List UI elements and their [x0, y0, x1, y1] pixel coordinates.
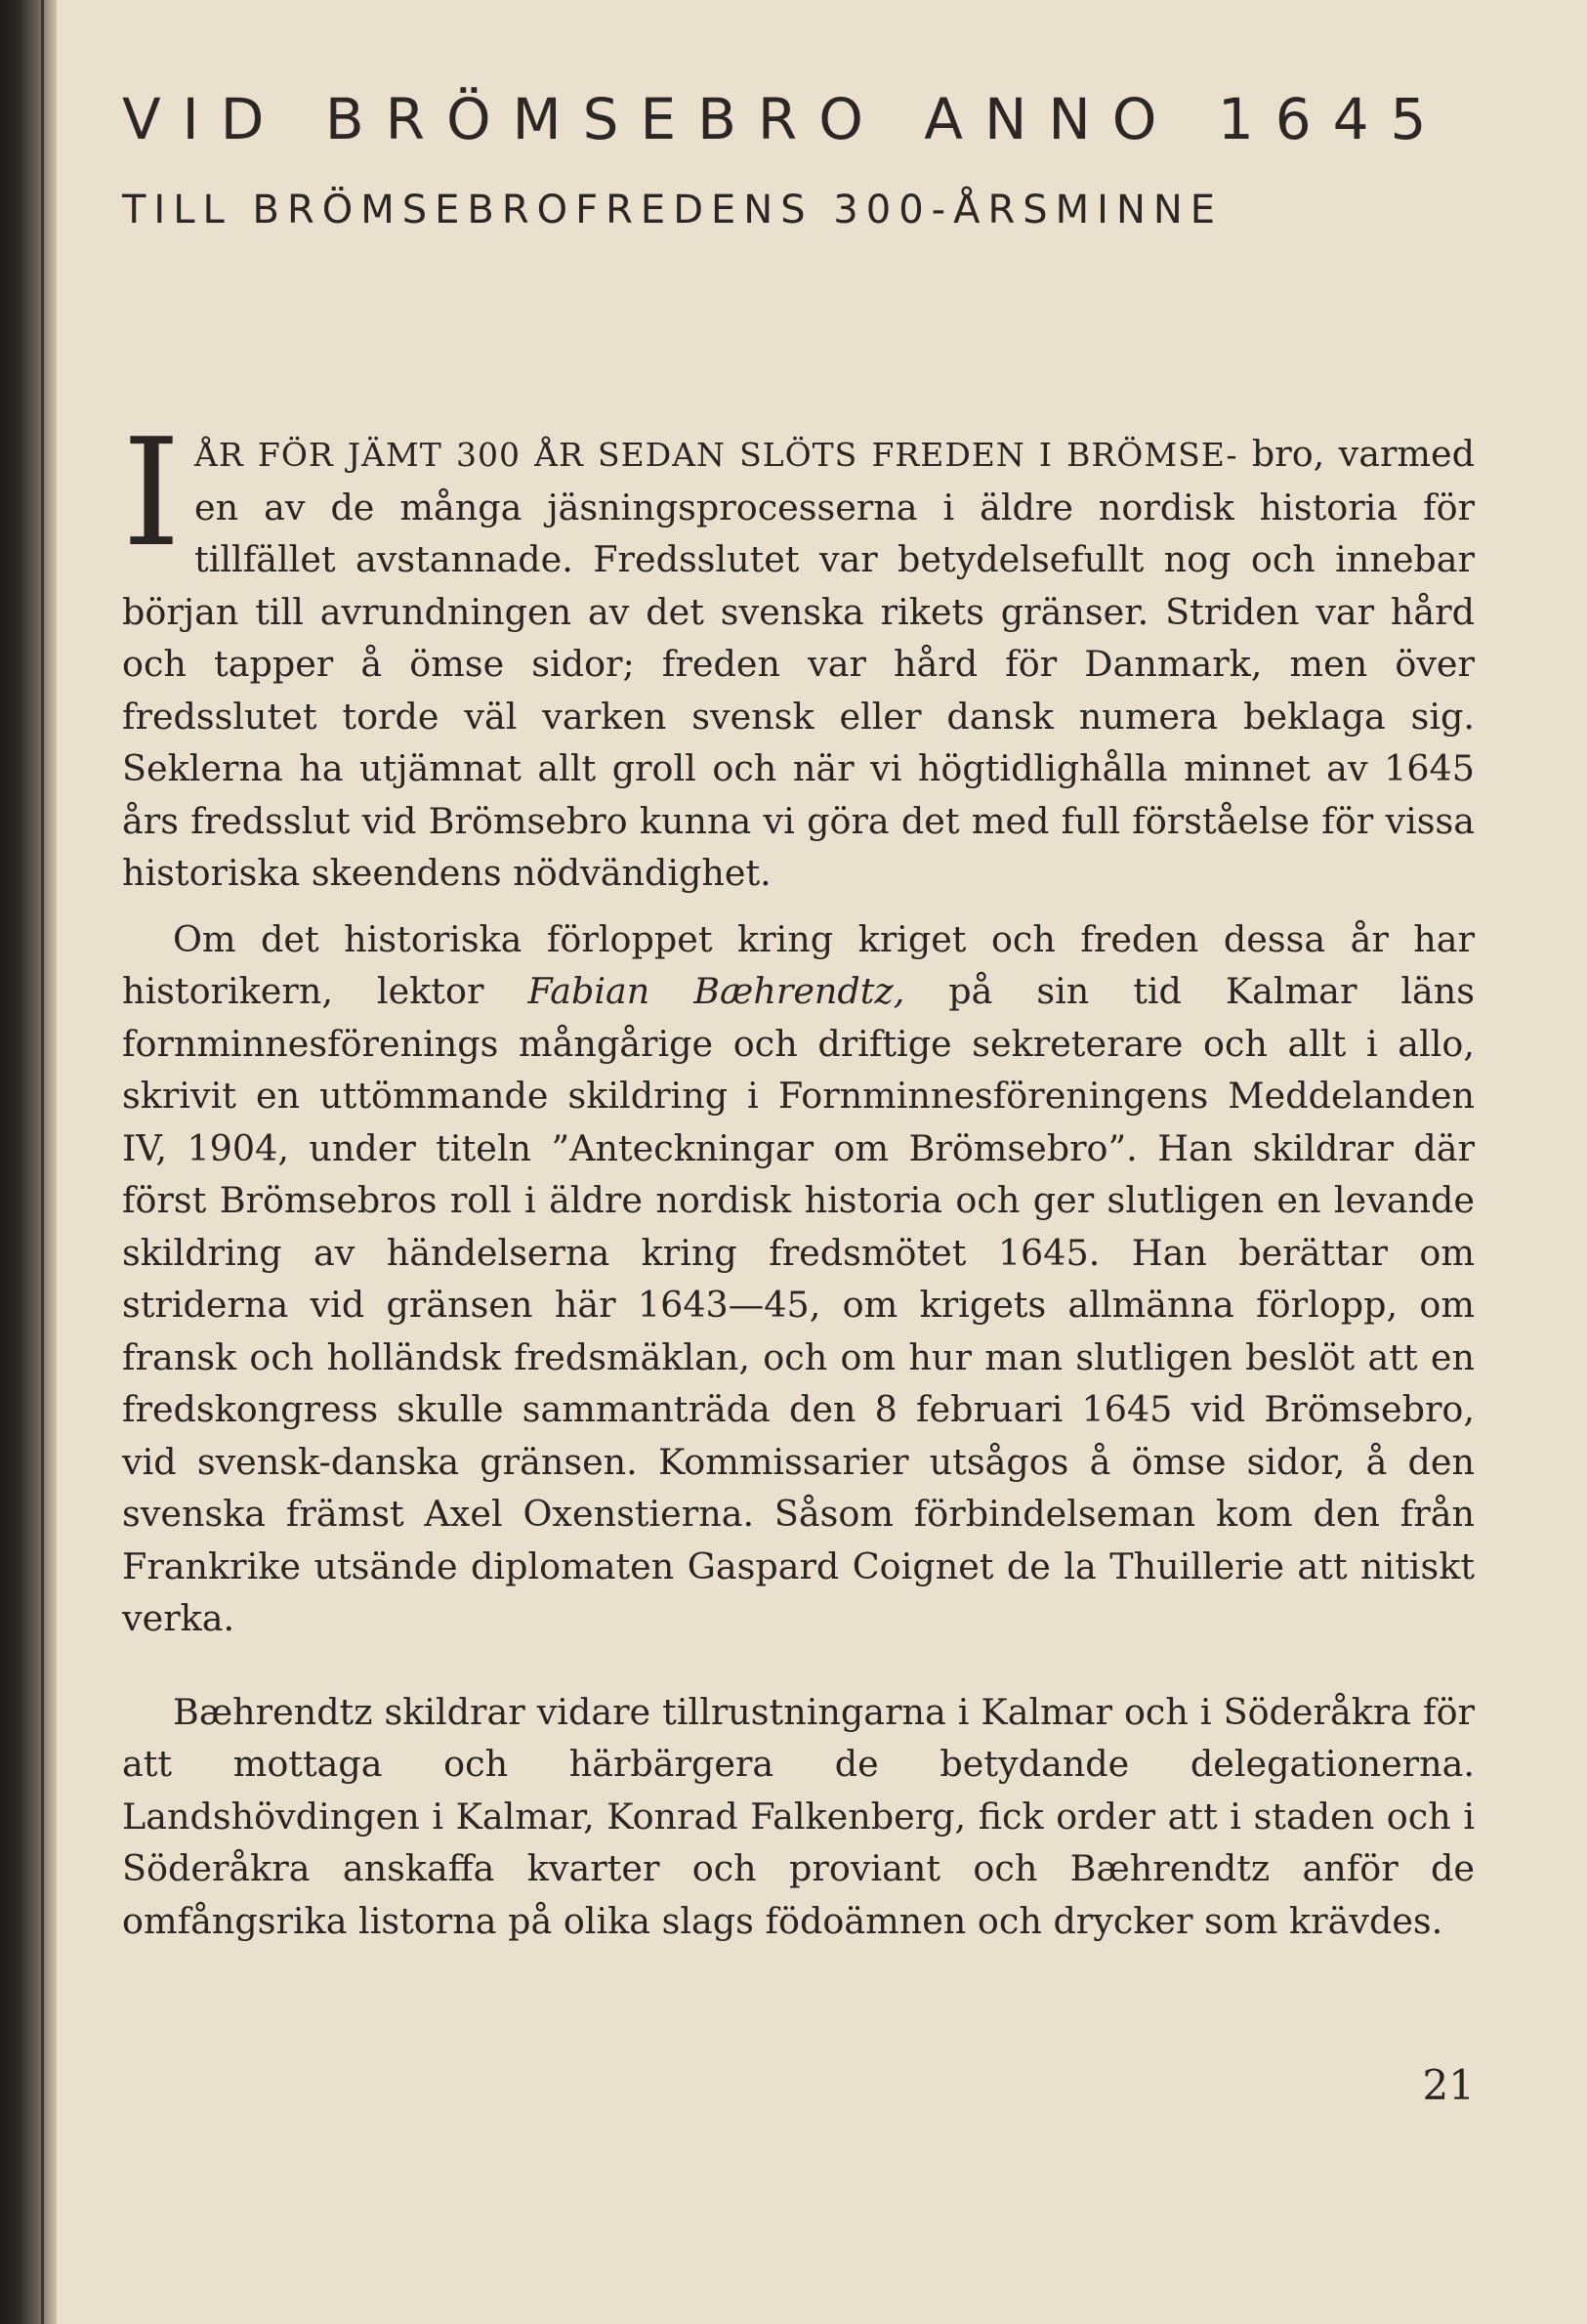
drop-cap: I: [122, 406, 182, 579]
book-spine-edge: [41, 0, 44, 2324]
small-caps-lead: ÅR FÖR JÄMT 300 ÅR SEDAN SLÖTS FREDEN I BRÖMSE-: [194, 436, 1238, 474]
paragraph-1: [122, 406, 1475, 900]
paragraph-2-text-start: Om det historiska förloppet kring kriget och freden dessa år har historikern, lektor: [122, 917, 1475, 1012]
paragraph-3-text: Bæhrendtz skildrar vidare tillrustningarna i Kalmar och i Söderåkra för att mottaga och härbärgera de betydande delegationerna. Landshövdingen i Kalmar, Konrad Falkenberg, fick order att i staden och i Söderåkra anskaffa kvarter och proviant och Bæhrendtz anför de omfångsrika listorna på olika slags födoämnen och drycker som krävdes.: [122, 1690, 1475, 1942]
page-subtitle: TILL BRÖMSEBROFREDENS 300-ÅRSMINNE: [122, 188, 1224, 232]
paragraph-3: [122, 1686, 1475, 1948]
paragraph-2: [122, 913, 1475, 1645]
book-gutter-shadow: [0, 0, 57, 2324]
paragraph-1-text: bro, varmed en av de många jäsningsprocesserna i äldre nordisk historia för tillfället avstannade. Fredsslutet var betydelsefullt nog och innebar början till avrundningen av det svenska rikets gränser. Striden var hård och tapper å ömse sidor; freden var hård för Danmark, men över fredsslutet torde väl varken svensk eller dansk numera beklaga sig. Seklerna ha utjämnat allt groll och när vi högtidlighålla minnet av 1645 års fredsslut vid Brömsebro kunna vi göra det med full förståelse för vissa historiska skeendens nödvändighet.: [122, 433, 1475, 894]
page-number: 21: [1422, 2061, 1475, 2109]
author-name-italic: Fabian Bæhrendtz,: [527, 970, 905, 1012]
page-title: VID BRÖMSEBRO ANNO 1645: [122, 86, 1448, 152]
article-body: [122, 406, 1476, 1947]
paragraph-2-text-end: på sin tid Kalmar läns fornminnesförenings mångårige och driftige sekreterare och allt i allo, skrivit en uttömmande skildring i Fornminnesföreningens Meddelanden IV, 1904, under titeln ”Anteckningar om Brömsebro”. Han skildrar där först Brömsebros roll i äldre nordisk historia och ger slutligen en levande skildring av händelserna kring fredsmötet 1645. Han berättar om striderna vid gränsen här 1643—45, om krigets allmänna förlopp, om fransk och holländsk fredsmäklan, och om hur man slutligen beslöt att en fredskongress skulle sammanträda den 8 februari 1645 vid Brömsebro, vid svensk-danska gränsen. Kommissarier utsågos å ömse sidor, å den svenska främst Axel Oxenstierna. Såsom förbindelseman kom den från Frankrike utsände diplomaten Gaspard Coignet de la Thuillerie att nitiskt verka.: [122, 970, 1476, 1639]
book-page: [122, 0, 1475, 2324]
